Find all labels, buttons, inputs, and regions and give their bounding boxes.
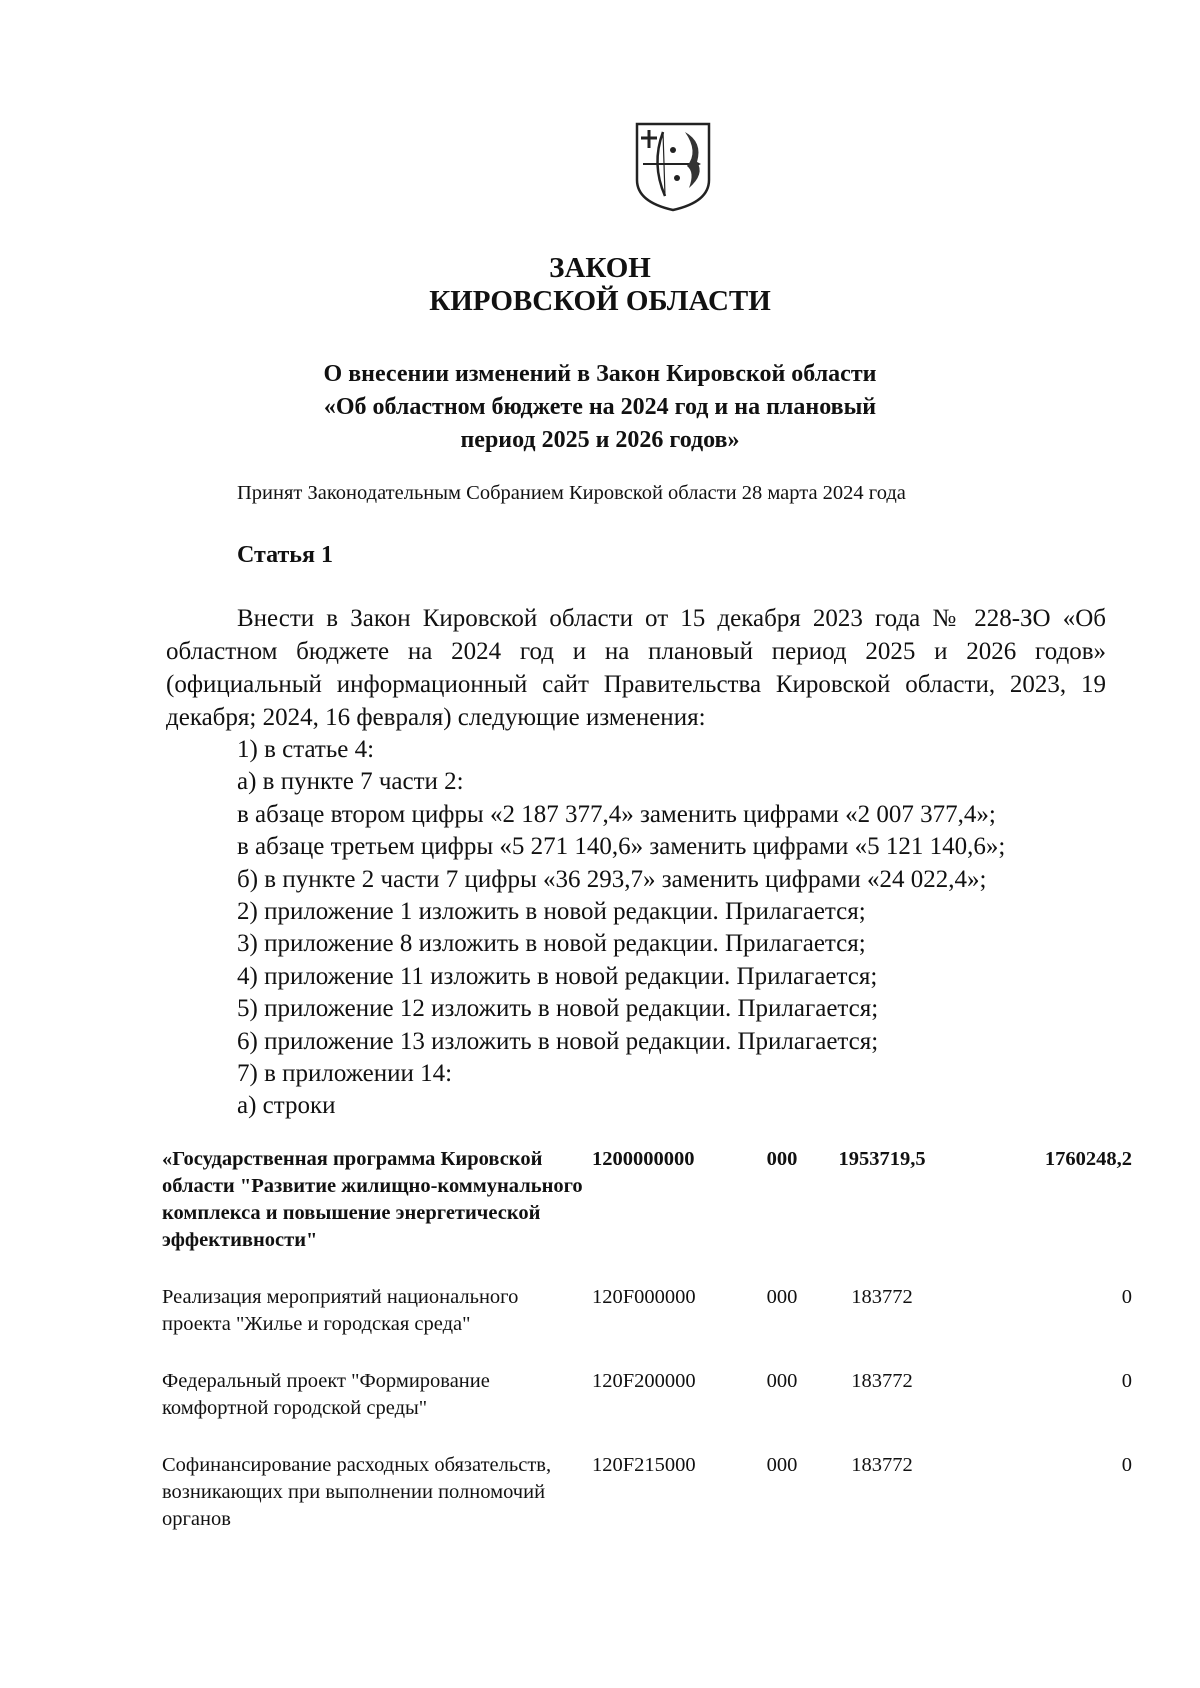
amendment-item: 6) приложение 13 изложить в новой редакции. Прилагается; xyxy=(237,1027,879,1055)
table-row xyxy=(162,1146,1132,1254)
table-row xyxy=(162,1368,1132,1422)
row-name: Федеральный проект "Формирование комфортной городской среды" xyxy=(162,1370,490,1419)
amendment-item: 1) в статье 4: xyxy=(237,736,375,763)
article-title: Статья 1 xyxy=(237,542,333,568)
intro-paragraph: Внести в Закон Кировской области от 15 декабря 2023 года № 228-ЗО «Об областном бюджете на 2024 год и на плановый период 2025 и 2026 годов» (официальный информационный сайт Правительства Кировской области, 2023, 19 декабря; 2024, 16 февраля) следующие изменения: xyxy=(166,605,1106,731)
amendment-item: 2) приложение 1 изложить в новой редакции. Прилагается; xyxy=(237,898,866,926)
law-title-line1: ЗАКОН xyxy=(549,252,651,284)
amendment-item: 3) приложение 8 изложить в новой редакции. Прилагается; xyxy=(237,930,866,958)
amendment-item: в абзаце втором цифры «2 187 377,4» заменить цифрами «2 007 377,4»; xyxy=(237,800,996,828)
amendment-item: 5) приложение 12 изложить в новой редакции. Прилагается; xyxy=(237,995,879,1023)
row-group: 000 xyxy=(766,1286,798,1308)
row-code: 120F000000 xyxy=(592,1286,696,1308)
row-code: 1200000000 xyxy=(592,1148,695,1170)
row-value-2024: 183772 xyxy=(851,1286,913,1308)
law-subtitle-line2: «Об областном бюджете на 2024 год и на плановый xyxy=(323,394,877,420)
law-subtitle xyxy=(0,358,1200,457)
law-subtitle-line1: О внесении изменений в Закон Кировской области xyxy=(323,361,877,387)
row-value-2025: 0 xyxy=(1121,1286,1132,1308)
coat-of-arms-icon xyxy=(633,122,713,212)
law-title xyxy=(0,252,1200,318)
budget-table xyxy=(162,1146,1132,1533)
row-value-2025: 0 xyxy=(1121,1454,1132,1476)
law-subtitle-line3: период 2025 и 2026 годов» xyxy=(460,427,740,453)
row-value-2024: 183772 xyxy=(851,1370,913,1392)
amendment-item: 7) в приложении 14: xyxy=(237,1060,453,1088)
row-spacer xyxy=(162,1338,1132,1368)
amendment-item: а) строки xyxy=(237,1092,336,1120)
table-row xyxy=(162,1284,1132,1338)
row-group: 000 xyxy=(766,1148,798,1170)
row-code: 120F215000 xyxy=(592,1454,696,1476)
amendment-list xyxy=(237,734,1117,1123)
row-name: Софинансирование расходных обязательств, возникающих при выполнении полномочий органов xyxy=(162,1454,552,1530)
row-value-2024: 183772 xyxy=(851,1454,913,1476)
table-row xyxy=(162,1452,1132,1533)
row-name: Реализация мероприятий национального проекта "Жилье и городская среда" xyxy=(162,1286,519,1335)
row-name: «Государственная программа Кировской области "Развитие жилищно-коммунального комплекса и повышение энергетической эффективности" xyxy=(162,1148,583,1251)
row-value-2024: 1953719,5 xyxy=(838,1148,926,1170)
row-spacer xyxy=(162,1422,1132,1452)
amendment-item: а) в пункте 7 части 2: xyxy=(237,768,464,796)
row-group: 000 xyxy=(766,1370,798,1392)
amendment-item: в абзаце третьем цифры «5 271 140,6» заменить цифрами «5 121 140,6»; xyxy=(237,833,1006,861)
row-code: 120F200000 xyxy=(592,1370,696,1392)
law-title-line2: КИРОВСКОЙ ОБЛАСТИ xyxy=(429,285,771,317)
row-value-2025: 1760248,2 xyxy=(1044,1148,1132,1170)
adoption-note: Принят Законодательным Собранием Кировской области 28 марта 2024 года xyxy=(237,482,906,504)
amendment-item: б) в пункте 2 части 7 цифры «36 293,7» заменить цифрами «24 022,4»; xyxy=(237,865,987,893)
row-value-2025: 0 xyxy=(1121,1370,1132,1392)
row-spacer xyxy=(162,1254,1132,1284)
amendment-item: 4) приложение 11 изложить в новой редакции. Прилагается; xyxy=(237,962,878,990)
row-group: 000 xyxy=(766,1454,798,1476)
